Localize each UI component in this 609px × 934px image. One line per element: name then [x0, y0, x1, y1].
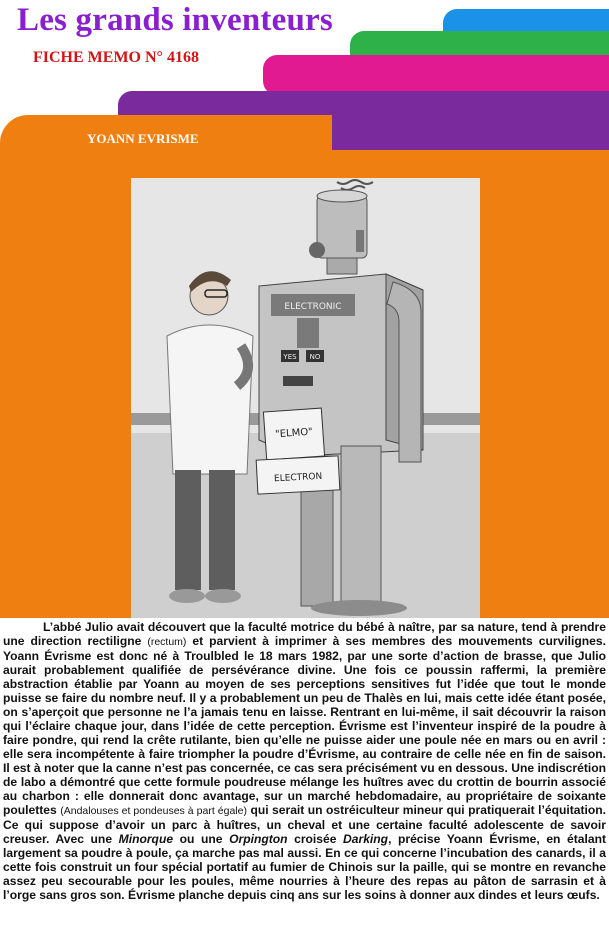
- pink-stripe: [263, 55, 609, 95]
- article-text-5: croisée: [294, 832, 337, 846]
- article-text-4: ou une: [179, 832, 223, 846]
- article-text-1: L’abbé Julio avait découvert que la faculté motrice du bébé à naître, par sa nature, tend à prendre une direction rectiligne: [3, 620, 606, 648]
- article-body: [3, 620, 606, 902]
- article-text-3: qui serait un ostréiculteur mineur qui pratiquerait l’équitation. Ce qui suppose d’avoir un parc à huîtres, un cheval et une certaine faculté adolescente de savoir creuser. Avec une: [3, 803, 606, 846]
- inventor-name: YOANN EVRISME: [87, 131, 199, 146]
- robot-photo-illustration: [131, 178, 480, 618]
- article-text-2: et parvient à imprimer à ses membres des mouvements curvilignes. Yoann Évrisme est donc né à Troulbled le 18 mars 1982, par une sorte d’action de brasse, que Julio aurait probablement qualifiée de persévérance divine. Une fois ce poussin raffermi, la première abstraction établie par Yoann au moyen de ses perceptions sensitives fut l’idée que tout le monde puisse se faire du nombre neuf. Il y a probablement un peu de Thalès en lui, mais cette idée étant posée, on s’aperçoit que personne ne l’a jamais tenu en laisse. Rentrant en lui-même, il sait découvrir la raison qui l’éclaire chaque jour, dans l’idée de cette perception. Évrisme est l’inventeur inspiré de la poudre à faire pondre, qui rend la crête rutilante, bien qu’elle ne puisse aider une poule née en mars ou en avril : elle sera incompétente à faire triompher la poudre d’Évrisme, au contraire de celle née en fin de saison. Il est à noter que la canne n’est pas concernée, ce cas sera précisément vu en dessous. Une indiscrétion de labo a démontré que cette formule poudreuse mélange les huîtres avec du crottin de bourrin associé au charbon : elle donnerait donc avantage, sur un marché hebdomadaire, au propriétaire de soixante poulettes: [3, 634, 606, 817]
- robot-photo: [131, 178, 480, 618]
- article-text-6: , précise Yoann Évrisme, en étalant largement sa poudre à poule, ça marche pas mal aussi. En ce qui concerne l’incubation des canards, il a cette fois construit un four spécial portatif au fumier de Chinois sur la paille, qui se montre en revanche assez peu secourable pour les poules, même nourries à l’heure des repas au pâton de sarrasin et à l’orge sans gros son. Évrisme planche depuis cinq ans sur les soins à donner aux dindes et leurs œufs.: [3, 832, 606, 902]
- robot-sign-name: "ELMO": [274, 426, 314, 441]
- breed-minorque: Minorque: [118, 832, 174, 846]
- breed-orpington: Orpington: [229, 832, 288, 846]
- page-title: Les grands inventeurs: [17, 2, 333, 38]
- memo-number: FICHE MEMO N° 4168: [33, 49, 199, 66]
- article-note-rectum: (rectum): [147, 636, 187, 648]
- robot-yes-label: YES: [283, 353, 297, 361]
- robot-no-label: NO: [309, 353, 321, 361]
- robot-panel-label: ELECTRONIC: [284, 302, 342, 312]
- article-note-breeds: (Andalouses et pondeuses à part égale): [60, 805, 247, 817]
- breed-darking: Darking: [343, 832, 389, 846]
- robot-sign-label: ELECTRON: [273, 471, 323, 485]
